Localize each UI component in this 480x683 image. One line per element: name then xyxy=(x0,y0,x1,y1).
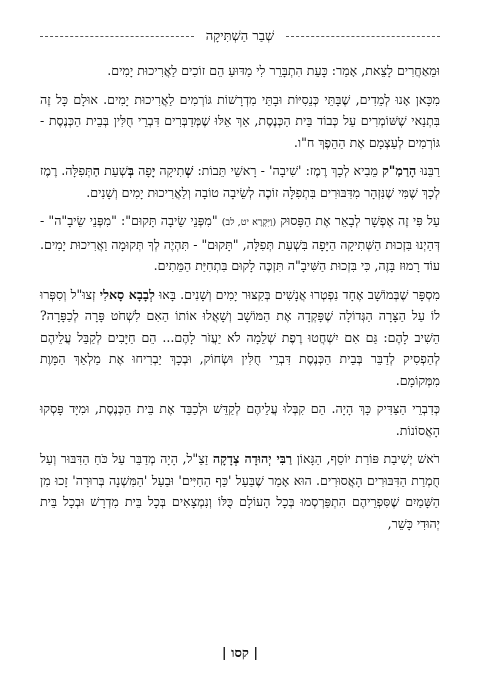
rabbi-name: רַבִּי יְהוּדָה צְדָקָה xyxy=(212,451,293,466)
paragraph xyxy=(40,284,440,392)
text-run: מִסְפָּר שֶׁבְּמוֹשָׁב אֶחָד נִפְטְרוּ אֲנָשִׁים בְּקִצּוּר יָמִים וְשָׁנִים. בָּאוּ xyxy=(154,286,441,302)
acronym-letter: שְׁ xyxy=(184,163,194,178)
paragraph: כְּדִבְרֵי הַצַּדִּיק כָּךְ הָיָה. הֵם קִבְּלוּ עֲלֵיהֶם לְקַדֵּשׁ וּלְכַבֵּד אֶת בֵּית הַכְּנֶסֶת, וּמִיָּד פָּסְקוּ הָאֲסוֹנוֹת. xyxy=(40,401,440,438)
rabbi-name: לְבָבָא סָאלִי xyxy=(99,286,155,302)
acronym-letter: הַ xyxy=(92,163,100,178)
paragraph: מִכָּאן אָנוּ לְמֵדִים, שֶׁבָּתֵּי כְּנֵסִיּוֹת וּבָתֵּי מִדְרָשׁוֹת גּוֹרְמִים לַאֲרִיכוּת יָמִים. אוּלָם כָּל זֶה בִּתְנַאי שֶׁשּׁוֹמְרִים עַל כְּבוֹד בֵּית הַכְּנֶסֶת, אַךְ אֵלּוּ שֶׁמְּדַבְּרִים דִּבְרֵי חֻלִּין בְּבֵית הַכְּנֶסֶת - גּוֹרְמִים לְעַצְמָם אֶת הַהֵפֶךְ ח"ו. xyxy=(40,91,440,150)
paragraph xyxy=(40,210,440,277)
text-run: רַבֵּנוּ xyxy=(416,163,440,178)
paragraph: וּמֵאַחֲרִים לָצֵאת, אָמַר: כָּעֵת הִתְבָּרֵר לִי מַדּוּעַ הֵם זוֹכִים לַאֲרִיכוּת יָמִים. xyxy=(107,63,440,78)
paragraph xyxy=(40,448,440,534)
acronym-letter: בְּ xyxy=(127,163,134,178)
text-run: שְׁעַת xyxy=(99,163,128,178)
running-header xyxy=(40,26,440,46)
text-run: זְצוּ"ל וְסִפְּרוּ לוֹ עַל הַצָּרָה הַגְּדוֹלָה שֶׁפָּקְדָה אֶת הַמּוֹשָׁב וְשָׁאֲלוּ אוֹתוֹ הַאִם לִשְׁחֹט פָּרָה לְכַפָּרָה? הֵשִׁיב לָהֶם: גַּם אִם יִשְׁחֲטוּ רֶפֶת שְׁלֵמָה לֹא יַעֲזֹר לָהֶם... הֵם חַיָּבִים לְקַבֵּל עֲלֵיהֶם לְהַפְסִיק לְדַבֵּר בְּבֵית הַכְּנֶסֶת דִּבְרֵי חֻלִּין וּשְׂחוֹק, וּבְכָךְ יַבְרִיחוּ אֶת מַלְאַךְ הַמָּוֶת מִמְּקוֹמָם. xyxy=(40,286,440,388)
text-run: רֹאשׁ יְשִׁיבַת פּוֹרַת יוֹסֵף, הַגָּאוֹן xyxy=(292,451,440,466)
rabbi-name: הָרַמַ"ק xyxy=(382,163,417,178)
text-run: תִיקָה xyxy=(155,163,185,178)
header-divider xyxy=(40,36,194,37)
text-run: מֵבִיא לְכָךְ רֶמֶז: 'שִׁיבָה' - רָאשֵׁי תֵּבוֹת: xyxy=(193,163,383,178)
body-text xyxy=(40,60,440,541)
acronym-letter: יָ xyxy=(151,163,156,178)
header-title: שְׁבַר הַשְׁתִּיקָה xyxy=(205,29,275,44)
verse-reference: (וַיִּקְרָא יט, לב) xyxy=(221,217,277,228)
page-number: | קסו | xyxy=(221,646,259,661)
text-run: "מִפְּנֵי שֵׂיבָה תָּקוּם": "מִפְּנֵי שֵׂיבָ"ה" - דְּהַיְנוּ בִּזְכוּת הַשְּׁתִיקָה הַיָּפָה בִּשְׁעַת תְּפִלָּה, "תָּקוּם" - תִּהְיֶה לְךָ תְּקוּמָה וַאֲרִיכוּת יָמִים. עוֹד רָמוּז בָּזֶה, כִּי בִּזְכוּת הַשִּׁיבָ"ה תִּזְכֶּה לָקוּם בִּתְחִיַּת הַמֵּתִים. xyxy=(40,213,440,273)
text-run: עַל פִּי זֶה אֶפְשָׁר לְבָאֵר אֶת הַפָּסוּק xyxy=(276,213,440,228)
paragraph xyxy=(40,160,440,203)
text-run: זַצַ"ל, הָיָה מְדַבֵּר עַל כֹּחַ הַדִּבּוּר וְעַל חֻמְרַת הַדִּבּוּרִים הָאֲסוּרִים. הוּא אָמַר שֶׁבַּעַל 'כַּף הַחַיִּים' וּבַעַל 'הַמִּשְׁנָה בְּרוּרָה' זָכוּ מִן הַשָּׁמַיִם שֶׁסִּפְרֵיהֶם הִתְפַּרְסְמוּ בְּכָל הָעוֹלָם כֻּלּוֹ וְנִמְצָאִים בְּכָל בֵּית מִדְרָשׁ וּבְכָל בֵּית יְהוּדִי כָּשֵׁר, xyxy=(40,451,440,531)
header-divider xyxy=(286,36,440,37)
text-run: תְּפִלָּה. רֶמֶז לְכָךְ שֶׁמִּי שֶׁנִּזְהָר מִדִּבּוּרִים בִּתְפִלָּה זוֹכֶה לְשֵׂיבָה טוֹבָה וְלַאֲרִיכוּת יָמִים וְשָׁנִים. xyxy=(40,163,440,200)
text-run: פָה xyxy=(133,163,152,178)
